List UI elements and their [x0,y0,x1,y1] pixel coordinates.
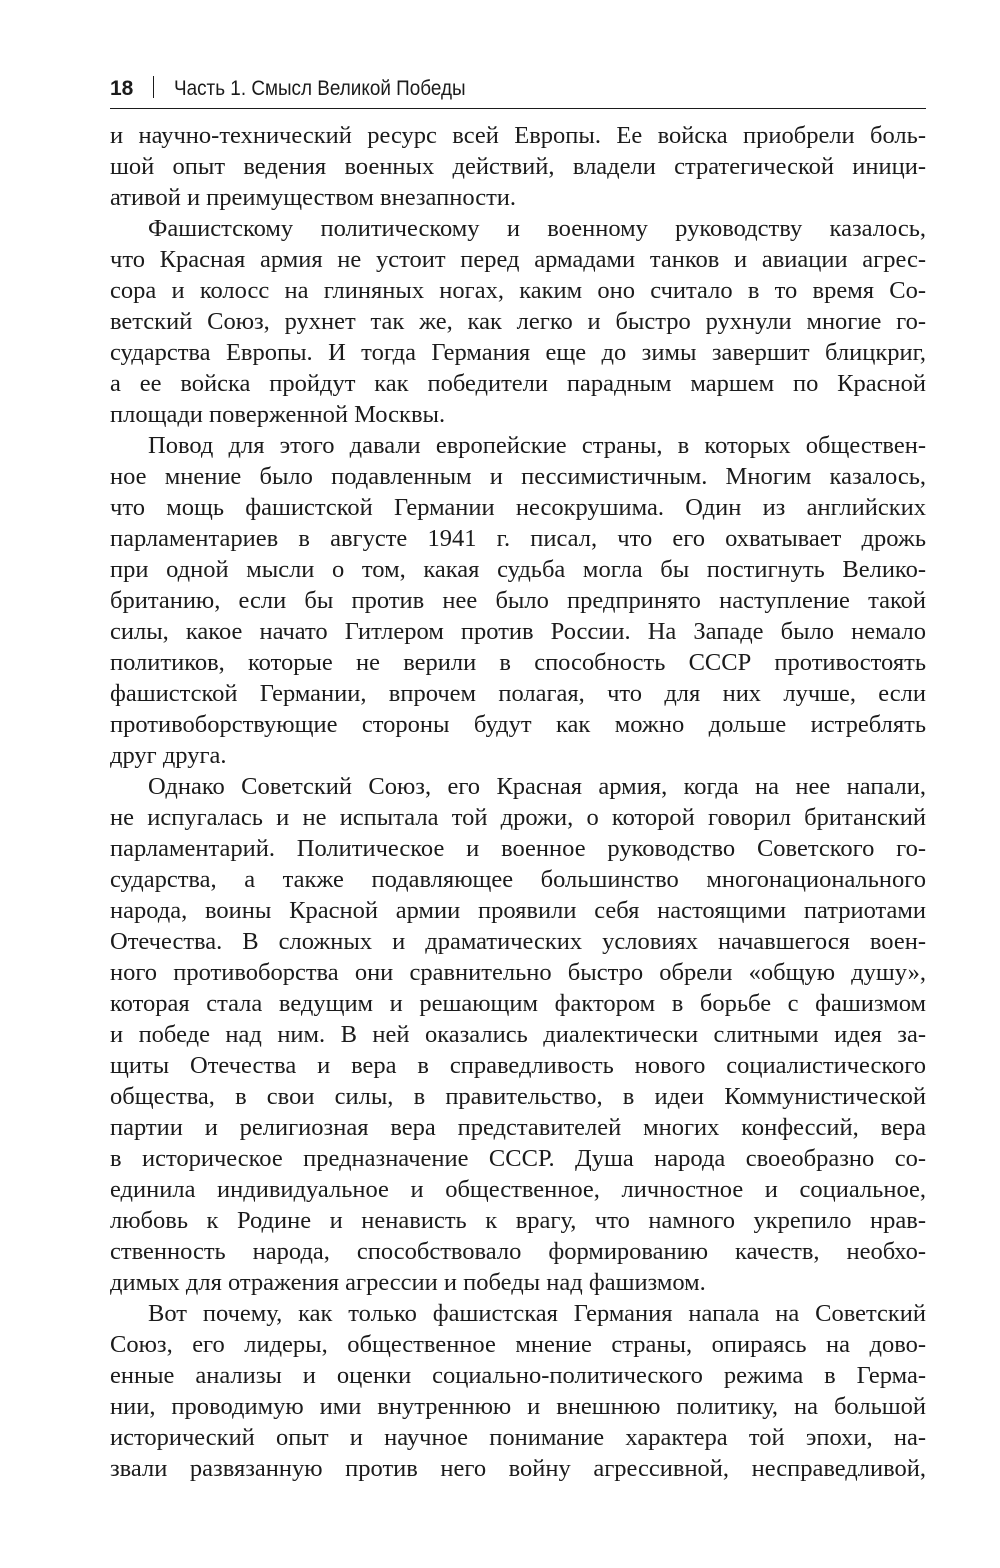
text-line: Вот почему, как только фашистская Германия напала на Советский [148,1300,926,1327]
text-line: силы, какое начато Гитлером против России. На Западе было немало [110,618,926,645]
text-line: единила индивидуальное и общественное, личностное и социальное, [110,1176,926,1203]
text-line: парламентариев в августе 1941 г. писал, что его охватывает дрожь [110,525,926,552]
text-line: Фашистскому политическому и военному руководству казалось, [148,215,926,242]
text-line: димых для отражения агрессии и победы над фашизмом. [110,1269,706,1296]
text-line: что мощь фашистской Германии несокрушима. Один из английских [110,494,926,521]
text-line: нии, проводимую ими внутреннюю и внешнюю политику, на большой [110,1393,926,1420]
text-line: общества, в свои силы, в правительство, в идеи Коммунистической [110,1083,926,1110]
text-line: ное мнение было подавленным и пессимистичным. Многим казалось, [110,463,926,490]
text-line: сударства, а также подавляющее большинство многонационального [110,866,926,893]
page-number: 18 [110,77,134,100]
paragraph [110,120,926,213]
paragraph [110,430,926,771]
paragraph [110,771,926,1298]
header-rule [110,108,926,109]
text-line: щиты Отечества и вера в справедливость нового социалистического [110,1052,926,1079]
text-line: не испугалась и не испытала той дрожи, о которой говорил британский [110,804,926,831]
text-line: исторический опыт и научное понимание характера той эпохи, на- [110,1424,926,1451]
text-line: сударства Европы. И тогда Германия еще до зимы завершит блицкриг, [110,339,926,366]
text-line: народа, воины Красной армии проявили себя настоящими патриотами [110,897,926,924]
text-line: политиков, которые не верили в способность СССР противостоять [110,649,926,676]
text-line: Союз, его лидеры, общественное мнение страны, опираясь на дово- [110,1331,926,1358]
text-line: а ее войска пройдут как победители парадным маршем по Красной [110,370,926,397]
text-line: фашистской Германии, впрочем полагая, что для них лучше, если [110,680,926,707]
text-line: Однако Советский Союз, его Красная армия, когда на нее напали, [148,773,926,800]
text-line: партии и религиозная вера представителей многих конфессий, вера [110,1114,926,1141]
page-header [110,74,926,108]
text-line: британию, если бы против нее было предпринято наступление такой [110,587,926,614]
text-line: ветский Союз, рухнет так же, как легко и быстро рухнули многие го- [110,308,926,335]
body-text [110,120,926,1484]
header-separator [153,76,154,98]
text-line: енные анализы и оценки социально-политического режима в Герма- [110,1362,926,1389]
paragraph [110,1298,926,1484]
text-line: звали развязанную против него войну агрессивной, несправедливой, [110,1455,926,1482]
paragraph [110,213,926,430]
text-line: при одной мысли о том, какая судьба могла бы постигнуть Велико- [110,556,926,583]
text-line: которая стала ведущим и решающим фактором в борьбе с фашизмом [110,990,926,1017]
text-line: парламентарий. Политическое и военное руководство Советского го- [110,835,926,862]
text-line: Повод для этого давали европейские страны, в которых обществен- [148,432,926,459]
text-line: в историческое предназначение СССР. Душа народа своеобразно со- [110,1145,926,1172]
text-line: ативой и преимуществом внезапности. [110,184,517,211]
text-line: что Красная армия не устоит перед армадами танков и авиации агрес- [110,246,926,273]
text-line: любовь к Родине и ненависть к врагу, что намного укрепило нрав- [110,1207,926,1234]
text-line: Отечества. В сложных и драматических условиях начавшегося воен- [110,928,926,955]
text-line: сора и колосс на глиняных ногах, каким оно считало в то время Со- [110,277,926,304]
text-line: площади поверженной Москвы. [110,401,446,428]
text-line: ственность народа, способствовало формированию качеств, необхо- [110,1238,926,1265]
running-title: Часть 1. Смысл Великой Победы [174,77,466,100]
text-line: друг друга. [110,742,227,769]
text-line: и победе над ним. В ней оказались диалектически слитными идея за- [110,1021,926,1048]
text-line: ного противоборства они сравнительно быстро обрели «общую душу», [110,959,926,986]
text-line: и научно-технический ресурс всей Европы. Ее войска приобрели боль- [110,122,926,149]
text-line: шой опыт ведения военных действий, владели стратегической иници- [110,153,926,180]
text-line: противоборствующие стороны будут как можно дольше истреблять [110,711,926,738]
